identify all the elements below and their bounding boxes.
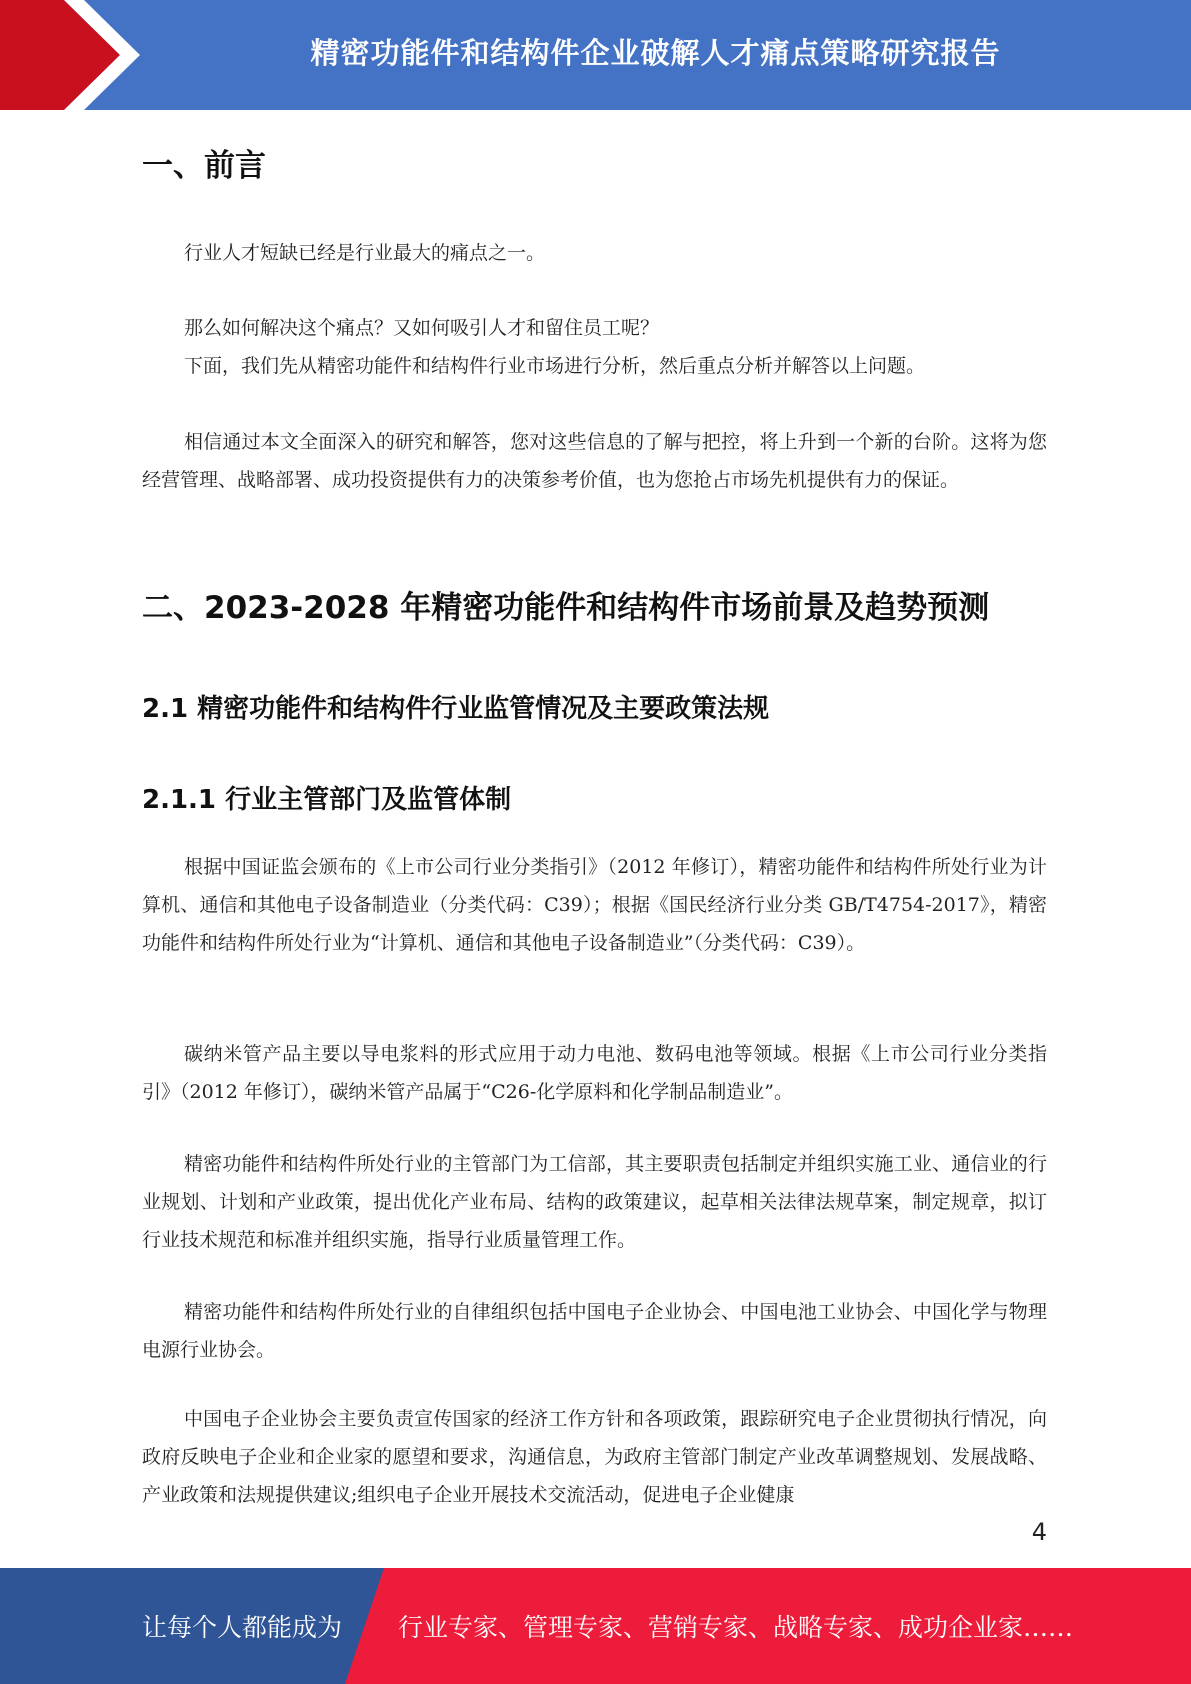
subsection-heading-2-1: 2.1 精密功能件和结构件行业监管情况及主要政策法规 xyxy=(142,694,770,724)
paragraph: 中国电子企业协会主要负责宣传国家的经济工作方针和各项政策，跟踪研究电子企业贯彻执行情况，向政府反映电子企业和企业家的愿望和要求，沟通信息，为政府主管部门制定产业改革调整规划、发展战略、产业政策和法规提供建议;组织电子企业开展技术交流活动，促进电子企业健康 xyxy=(142,1408,1047,1506)
paragraph: 行业人才短缺已经是行业最大的痛点之一。 xyxy=(184,242,546,264)
header-band xyxy=(0,0,1191,110)
subsection-heading-2-1-1: 2.1.1 行业主管部门及监管体制 xyxy=(142,785,512,815)
section-heading-market-outlook: 二、2023-2028 年精密功能件和结构件市场前景及趋势预测 xyxy=(142,590,990,626)
section-heading-preface: 一、前言 xyxy=(142,148,266,184)
arrow-decoration-icon xyxy=(0,0,160,110)
page-number: 4 xyxy=(1031,1518,1047,1546)
paragraph: 那么如何解决这个痛点？又如何吸引人才和留住员工呢？ xyxy=(184,317,660,339)
paragraph: 下面，我们先从精密功能件和结构件行业市场进行分析，然后重点分析并解答以上问题。 xyxy=(184,355,926,377)
report-title: 精密功能件和结构件企业破解人才痛点策略研究报告 xyxy=(310,35,1001,70)
paragraph: 精密功能件和结构件所处行业的自律组织包括中国电子企业协会、中国电池工业协会、中国化学与物理电源行业协会。 xyxy=(142,1301,1047,1361)
paragraph: 碳纳米管产品主要以导电浆料的形式应用于动力电池、数码电池等领域。根据《上市公司行业分类指引》（2012 年修订），碳纳米管产品属于“C26-化学原料和化学制品制造业”。 xyxy=(142,1043,1047,1103)
footer-slogan-right: 行业专家、管理专家、营销专家、战略专家、成功企业家…… xyxy=(398,1613,1074,1642)
paragraph: 根据中国证监会颁布的《上市公司行业分类指引》（2012 年修订），精密功能件和结构件所处行业为计算机、通信和其他电子设备制造业（分类代码：C39）；根据《国民经济行业分类 GB/T4754-2017》，精密功能件和结构件所处行业为“计算机、通信和其他电子设备制造业”（分类代码：C39）。 xyxy=(142,856,1047,954)
paragraph: 相信通过本文全面深入的研究和解答，您对这些信息的了解与把控，将上升到一个新的台阶。这将为您经营管理、战略部署、成功投资提供有力的决策参考价值，也为您抢占市场先机提供有力的保证。 xyxy=(142,431,1047,491)
footer-slogan-left: 让每个人都能成为 xyxy=(142,1613,343,1642)
paragraph: 精密功能件和结构件所处行业的主管部门为工信部，其主要职责包括制定并组织实施工业、通信业的行业规划、计划和产业政策，提出优化产业布局、结构的政策建议，起草相关法律法规草案，制定规章，拟订行业技术规范和标准并组织实施，指导行业质量管理工作。 xyxy=(142,1153,1047,1251)
footer-band xyxy=(0,1568,1191,1684)
